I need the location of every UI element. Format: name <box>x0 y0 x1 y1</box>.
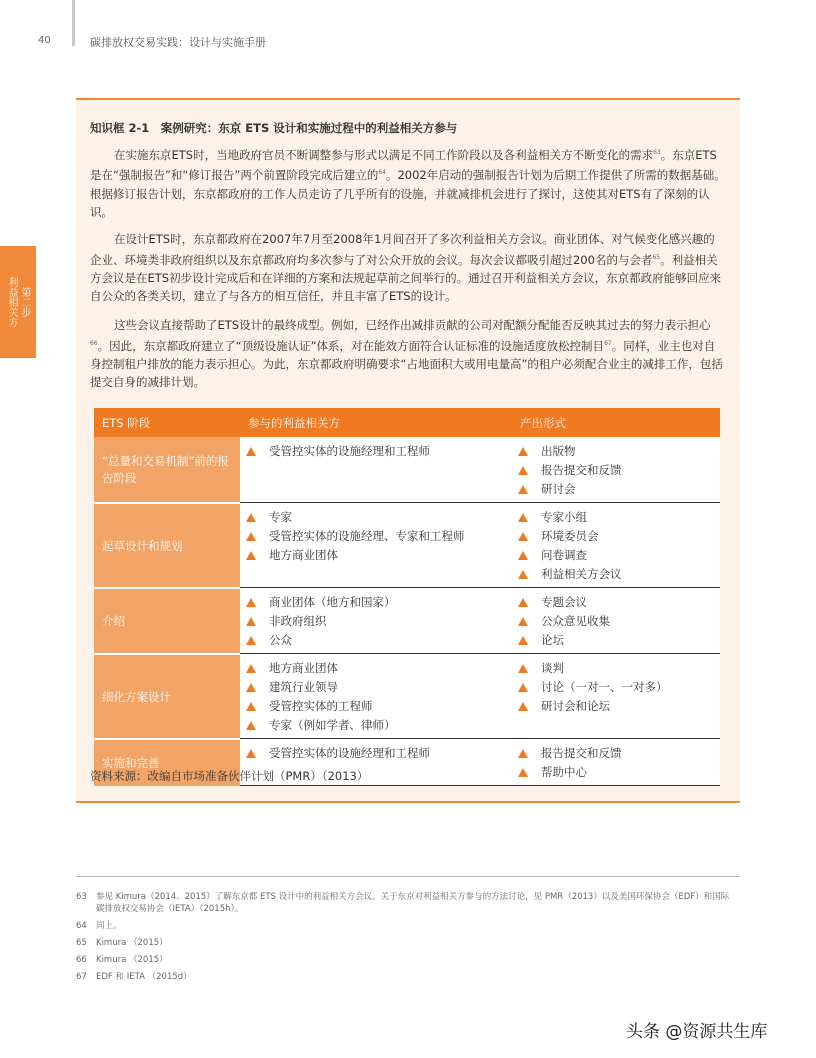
footnote: 64 同上。 <box>76 921 122 931</box>
footnote-ref-66[interactable]: 66 <box>90 339 98 347</box>
list-item: 研讨会和论坛 <box>518 697 720 716</box>
footnote-divider <box>76 876 740 877</box>
list-item: 讨论（一对一、一对多） <box>518 678 720 697</box>
list-item: 问卷调查 <box>518 546 720 565</box>
triangle-bullet-icon <box>518 768 528 777</box>
footnote: 66 Kimura （2015） <box>76 955 168 965</box>
list-item: 专题会议 <box>518 593 720 612</box>
table-header-row <box>94 408 720 437</box>
outputs-cell <box>512 588 720 654</box>
triangle-bullet-icon <box>518 664 528 673</box>
triangle-bullet-icon <box>518 749 528 758</box>
list-item: 受管控实体的设施经理和工程师 <box>246 442 512 461</box>
list-item: 环境委员会 <box>518 527 720 546</box>
stage-cell: 起草设计和规划 <box>94 503 240 588</box>
stage-cell: “总量和交易机制”前的报告阶段 <box>94 437 240 503</box>
footnote-ref-64[interactable]: 64 <box>378 169 386 177</box>
triangle-bullet-icon <box>518 466 528 475</box>
triangle-bullet-icon <box>246 598 256 607</box>
stakeholders-cell <box>240 503 512 588</box>
list-item: 专家 <box>246 508 512 527</box>
table-row <box>94 503 720 588</box>
header-stakeholders: 参与的利益相关方 <box>240 408 512 437</box>
list-item: 专家小组 <box>518 508 720 527</box>
stakeholders-cell <box>240 588 512 654</box>
triangle-bullet-icon <box>518 551 528 560</box>
footnote: 67 EDF 和 IETA （2015d） <box>76 972 192 982</box>
page-number: 40 <box>38 35 51 46</box>
header-divider <box>72 0 75 46</box>
side-tab-line1: 第二步 <box>19 287 30 317</box>
paragraph-1: 在实施东京ETS时，当地政府官员不断调整参与形式以满足不同工作阶段以及各利益相关方不断变化的需求$^{63}$。东京ETS是在“强制报告”和“修订报告”两个前置阶段完成后建立的$^{64}$。2002年启动的强制报告计划为后期工作提供了所需的数据基础。根据修订报告计划，东京都政府的工作人员走访了几乎所有的设施，并就减排机会进行了探讨，这使其对ETS有了深刻的认识。 <box>90 147 726 220</box>
stage-cell: 介绍 <box>94 588 240 654</box>
triangle-bullet-icon <box>246 702 256 711</box>
outputs-cell <box>512 503 720 588</box>
footnote-ref-63[interactable]: 63 <box>653 149 661 156</box>
list-item: 论坛 <box>518 631 720 650</box>
header-ets-stage: ETS 阶段 <box>94 408 240 437</box>
footnote: 63 参见 Kimura（2014、2015）了解东京都 ETS 设计中的利益相关方会议。关于东京对利益相关方参与的方法讨论，见 PMR（2013）以及美国环保协会（EDF）和国际碳排放权交易协会（IETA）（2015h）。 <box>76 892 730 914</box>
watermark-text: 头条 @资源共生库 <box>626 1022 768 1042</box>
box-title: 知识框 2-1 案例研究：东京 ETS 设计和实施过程中的利益相关方参与 <box>90 121 458 135</box>
triangle-bullet-icon <box>518 683 528 692</box>
list-item: 受管控实体的工程师 <box>246 697 512 716</box>
triangle-bullet-icon <box>518 447 528 456</box>
table-row <box>94 588 720 654</box>
list-item: 谈判 <box>518 659 720 678</box>
triangle-bullet-icon <box>246 532 256 541</box>
list-item: 帮助中心 <box>518 763 720 782</box>
running-header-title: 碳排放权交易实践：设计与实施手册 <box>90 36 266 49</box>
paragraph-3: 这些会议直接帮助了ETS设计的最终成型。例如，已经作出减排贡献的公司对配额分配能否反映其过去的努力表示担心$^{66}$。因此，东京都政府建立了“顶级设施认证”体系，对在能效方面符合认证标准的设施适度放松控制目$^{67}$。同样，业主也对自身控制租户排放的能力表示担心。为此，东京都政府明确要求“占地面积大或用电量高”的租户必须配合业主的减排工作，包括提交自身的减排计划。 <box>90 318 723 390</box>
triangle-bullet-icon <box>246 749 256 758</box>
triangle-bullet-icon <box>518 598 528 607</box>
triangle-bullet-icon <box>246 447 256 456</box>
triangle-bullet-icon <box>246 664 256 673</box>
list-item: 商业团体（地方和国家） <box>246 593 512 612</box>
triangle-bullet-icon <box>518 636 528 645</box>
outputs-cell <box>512 739 720 786</box>
stakeholders-cell <box>240 654 512 739</box>
table-row <box>94 437 720 503</box>
outputs-cell <box>512 654 720 739</box>
triangle-bullet-icon <box>518 617 528 626</box>
list-item: 研讨会 <box>518 480 720 499</box>
list-item: 专家（例如学者、律师） <box>246 716 512 735</box>
list-item: 受管控实体的设施经理和工程师 <box>246 744 512 763</box>
header-outputs: 产出形式 <box>512 408 720 437</box>
triangle-bullet-icon <box>518 532 528 541</box>
list-item: 地方商业团体 <box>246 546 512 565</box>
list-item: 建筑行业领导 <box>246 678 512 697</box>
triangle-bullet-icon <box>246 683 256 692</box>
stage-cell: 细化方案设计 <box>94 654 240 739</box>
triangle-bullet-icon <box>518 702 528 711</box>
list-item: 非政府组织 <box>246 612 512 631</box>
triangle-bullet-icon <box>518 485 528 494</box>
list-item: 公众 <box>246 631 512 650</box>
triangle-bullet-icon <box>246 513 256 522</box>
table-source: 资料来源：改编自市场准备伙伴计划（PMR）（2013） <box>90 769 369 783</box>
triangle-bullet-icon <box>246 617 256 626</box>
outputs-cell <box>512 437 720 503</box>
list-item: 受管控实体的设施经理、专家和工程师 <box>246 527 512 546</box>
ets-stakeholder-table <box>94 408 720 786</box>
footnote: 65 Kimura （2015） <box>76 938 168 948</box>
footnote-ref-65[interactable]: 65 <box>652 253 661 261</box>
side-tab-label <box>5 277 31 327</box>
knowledge-box <box>76 98 740 803</box>
stage-cell: 实施和完善 <box>94 739 240 786</box>
list-item: 报告提交和反馈 <box>518 744 720 763</box>
list-item: 报告提交和反馈 <box>518 461 720 480</box>
triangle-bullet-icon <box>246 636 256 645</box>
triangle-bullet-icon <box>246 721 256 730</box>
footnote-ref-67[interactable]: 67 <box>604 339 612 347</box>
triangle-bullet-icon <box>518 570 528 579</box>
paragraph-2: 在设计ETS时，东京都政府在2007年7月至2008年1月间召开了多次利益相关方会议。商业团体、对气候变化感兴趣的企业、环境类非政府组织以及东京都政府均多次参与了对公众开放的会议。每次会议都吸引超过200名的与会者$^{65}$。利益相关方会议是在ETS初步设计完成后和在详细的方案和法规起草前之间举行的。通过召开利益相关方会议，东京都政府能够回应来自公众的各类关切，建立了与各方的相互信任，并且丰富了ETS的设计。 <box>90 232 722 304</box>
triangle-bullet-icon <box>518 513 528 522</box>
side-tab-line2: 利益相关方 <box>6 277 17 327</box>
table-row <box>94 654 720 739</box>
list-item: 利益相关方会议 <box>518 565 720 584</box>
list-item: 地方商业团体 <box>246 659 512 678</box>
list-item: 出版物 <box>518 442 720 461</box>
triangle-bullet-icon <box>246 551 256 560</box>
chapter-side-tab[interactable] <box>0 246 36 358</box>
stakeholders-cell <box>240 437 512 503</box>
list-item: 公众意见收集 <box>518 612 720 631</box>
